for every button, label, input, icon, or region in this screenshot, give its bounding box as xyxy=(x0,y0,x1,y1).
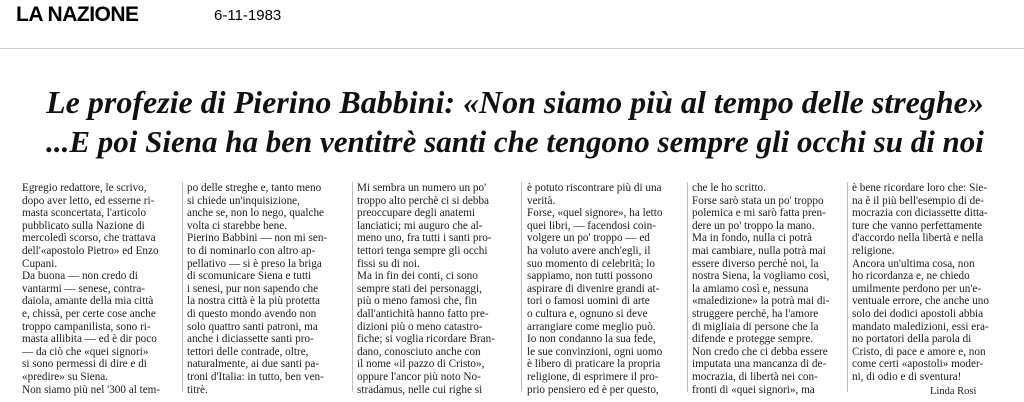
text-line: d'accordo nella libertà e nella xyxy=(852,232,984,245)
article-column-3 xyxy=(357,182,518,396)
text-line: troni d'Italia: in tutto, ben ven- xyxy=(187,370,324,383)
text-line: preoccupare degli anatemi xyxy=(357,207,476,220)
article-column-5 xyxy=(692,182,853,396)
text-line: umilmente perdono per un'e- xyxy=(852,282,982,295)
article-column-4 xyxy=(527,182,688,396)
text-line: Io non condanno la sua fede, xyxy=(527,333,656,346)
text-line: Egregio redattore, le scrivo, xyxy=(22,182,147,194)
text-line: troppo campanilista, sono ri- xyxy=(22,320,151,333)
header-divider xyxy=(0,48,1024,49)
text-line: no portatori della parola di xyxy=(852,333,972,346)
text-line: titrè. xyxy=(187,383,208,396)
text-line: tori o famosi uomini di arte xyxy=(527,295,650,308)
column-divider xyxy=(182,182,183,392)
text-line: Cristo, di pace e amore e, non xyxy=(852,345,986,358)
text-line: i senesi, pur non sapendo che xyxy=(187,282,319,295)
text-line: tettori tenga sempre gli occhi xyxy=(357,244,488,257)
text-line: Forse, «quel signore», ha letto xyxy=(527,207,663,220)
text-line: volgere un po' troppo — ed xyxy=(527,232,650,245)
text-line: è potuto riscontrare più di una xyxy=(527,182,662,194)
text-line: religione. xyxy=(852,244,895,257)
text-line: arrangiare come meglio può. xyxy=(527,320,656,333)
text-line: ni, di odio e di sventura! xyxy=(852,370,962,383)
text-line: fissi su di noi. xyxy=(357,257,420,270)
text-line: Ma in fin dei conti, ci sono xyxy=(357,270,478,283)
text-line: Pierino Babbini — non mi sen- xyxy=(187,232,328,245)
text-line: masta sconcertata, l'articolo xyxy=(22,207,147,220)
text-line: «predire» su Siena. xyxy=(22,370,109,383)
text-line: più o meno famosi che, fin xyxy=(357,295,477,308)
text-line: meno uno, fra tutti i santi pro- xyxy=(357,232,492,245)
column-divider xyxy=(352,182,353,392)
text-line: nostra Siena, la vogliamo così, xyxy=(692,270,830,283)
text-line: di migliaia di persone che la xyxy=(692,320,819,333)
text-line: le sue convinzioni, ogni uomo xyxy=(527,345,663,358)
text-line: quei libri, — facendosi coin- xyxy=(527,219,656,232)
text-line: solo quattro santi patroni, ma xyxy=(187,320,318,333)
text-line: che le ho scritto. xyxy=(692,182,766,194)
text-line: to di nominarlo con altro ap- xyxy=(187,244,316,257)
text-line: e, chissà, per certe cose anche xyxy=(22,307,156,320)
text-line: pubblicato sulla Nazione di xyxy=(22,219,145,232)
text-line: imputata una mancanza di de- xyxy=(692,358,827,371)
article-column-2 xyxy=(187,182,348,396)
text-line: «maledizione» la potrà mai di- xyxy=(692,295,830,308)
column-divider xyxy=(687,182,688,392)
headline-line-1: Le profezie di Pierino Babbini: «Non siamo più al tempo delle streghe» xyxy=(46,84,984,120)
text-line: il nome «il pazzo di Cristo», xyxy=(357,358,485,371)
text-line: essere diverso perchè noi, la xyxy=(692,257,819,270)
text-line: anche i diciassette santi pro- xyxy=(187,333,314,346)
text-line: di scomunicare Siena e tutti xyxy=(187,270,312,283)
text-line: ho ricordanza e, ne chiedo xyxy=(852,270,970,283)
text-line: di questo mondo avendo non xyxy=(187,307,317,320)
text-line: anche se, non lo nego, qualche xyxy=(187,207,324,220)
text-line: suo momento di celebrità; lo xyxy=(527,257,656,270)
text-line: dizioni più o meno catastro- xyxy=(357,320,483,333)
text-line: lanciatici; mi auguro che al- xyxy=(357,219,483,232)
text-line: Cupani. xyxy=(22,257,58,270)
text-line: Ancora un'ultima cosa, non xyxy=(852,257,975,270)
text-line: Non siamo più nel '300 al tem- xyxy=(22,383,161,396)
text-line: Forse sarò stata un po' troppo xyxy=(692,194,824,207)
text-line: oppure l'ancor più noto No- xyxy=(357,370,481,383)
text-line: verità. xyxy=(527,194,556,207)
text-line: dell'«apostolo Pietro» ed Enzo xyxy=(22,244,159,257)
text-line: religione, di esprimere il pro- xyxy=(527,370,659,383)
text-line: polemica e mi sarò fatta pren- xyxy=(692,207,826,220)
text-line: vantarmi — senese, contra- xyxy=(22,282,146,295)
text-line: prio pensiero ed è per questo, xyxy=(527,383,659,396)
text-line: masta allibita — ed è dir poco xyxy=(22,333,157,346)
text-line: dall'antichità hanno fatto pre- xyxy=(357,307,489,320)
text-line: sempre stati dei personaggi, xyxy=(357,282,482,295)
text-line: la amiamo così e, nessuna xyxy=(692,282,809,295)
text-line: volta ci starebbe bene. xyxy=(187,219,288,232)
text-line: fiche; si voglia ricordare Bran- xyxy=(357,333,495,346)
column-divider xyxy=(521,182,522,392)
text-line: mandato maledizioni, essi era- xyxy=(852,320,989,333)
text-line: come certi «apostoli» moder- xyxy=(852,358,984,371)
text-line: sappiamo, non tutti possono xyxy=(527,270,653,283)
text-line: mocrazia con diciassette ditta- xyxy=(852,207,988,220)
text-line: è bene ricordare loro che: Sie- xyxy=(852,182,988,194)
text-line: ha voluto avere anch'egli, il xyxy=(527,244,651,257)
text-line: tettori delle contrade, oltre, xyxy=(187,345,309,358)
text-line: si chiede un'inquisizione, xyxy=(187,194,300,207)
text-line: na è il più bell'esempio di de- xyxy=(852,194,984,207)
text-line: daiola, amante della mia città xyxy=(22,295,154,308)
text-line: dano, conosciuto anche con xyxy=(357,345,481,358)
text-line: Non credo che ci debba essere xyxy=(692,345,828,358)
text-line: fronti di «quei signori», ma xyxy=(692,383,815,396)
text-line: solo dei dodici apostoli abbia xyxy=(852,307,984,320)
author-signature: Linda Rosi xyxy=(930,386,977,397)
text-line: Ma in fondo, nulla ci potrà xyxy=(692,232,812,245)
text-line: Mi sembra un numero un po' xyxy=(357,182,487,194)
text-line: ventuale errore, che anche uno xyxy=(852,295,989,308)
text-line: la nostra città è la più protetta xyxy=(187,295,320,308)
text-line: ture che vanno perfettamente xyxy=(852,219,983,232)
text-line: difende e protegge sempre. xyxy=(692,333,814,346)
text-line: dopo aver letto, ed esserne ri- xyxy=(22,194,155,207)
text-line: si sono permessi di dire e di xyxy=(22,358,147,371)
text-line: o cultura e, ognuno si deve xyxy=(527,307,648,320)
text-line: dere un po' troppo la mano. xyxy=(692,219,815,232)
text-line: po delle streghe e, tanto meno xyxy=(187,182,322,194)
text-line: mocrazia, di libertà nei con- xyxy=(692,370,818,383)
text-line: struggere perchè, ha l'amore xyxy=(692,307,819,320)
text-line: troppo alto perchè ci si debba xyxy=(357,194,490,207)
headline-line-2: ...E poi Siena ha ben ventitrè santi che tengono sempre gli occhi su di noi xyxy=(46,124,984,159)
article-column-1 xyxy=(22,182,183,396)
text-line: mercoledì scorso, che trattava xyxy=(22,232,156,245)
text-line: pellativo — si è preso la briga xyxy=(187,257,322,270)
text-line: mai cambiare, nulla potrà mai xyxy=(692,244,826,257)
text-line: è libero di praticare la propria xyxy=(527,358,661,371)
publication-date: 6-11-1983 xyxy=(214,7,282,24)
column-divider xyxy=(847,182,848,392)
text-line: aspirare di divenire grandi at- xyxy=(527,282,660,295)
newspaper-name: LA NAZIONE xyxy=(16,3,139,26)
text-line: stradamus, nelle cui righe si xyxy=(357,383,483,396)
text-line: naturalmente, ai due santi pa- xyxy=(187,358,320,371)
text-line: — da ciò che «quei signori» xyxy=(22,345,149,358)
text-line: Da buona — non credo di xyxy=(22,270,138,283)
article-column-6 xyxy=(852,182,1013,384)
